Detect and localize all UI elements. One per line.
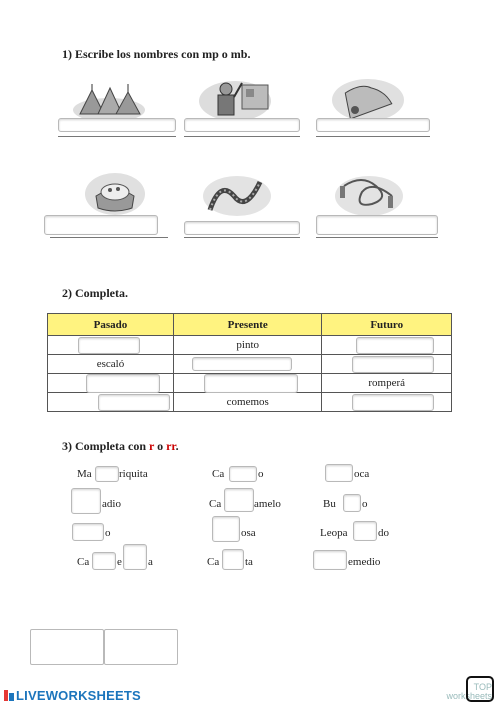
word-5-start: Ca (209, 498, 222, 510)
blank-10a[interactable] (92, 552, 116, 570)
answer-field-4[interactable] (44, 215, 158, 235)
word-1-start: Ma (77, 468, 92, 480)
word-4-end: adio (102, 498, 121, 510)
word-10-start: Ca (77, 556, 90, 568)
answer-field-5[interactable] (184, 221, 300, 235)
word-5-end: amelo (254, 498, 281, 510)
table-cell (322, 393, 452, 412)
check-box-left[interactable] (30, 629, 104, 665)
presente-input-3[interactable] (204, 374, 298, 393)
table-row (48, 336, 452, 355)
soldier-barracks-icon (198, 75, 272, 121)
word-3-end: oca (354, 468, 370, 480)
word-12-end: emedio (348, 556, 381, 568)
word-10-mid: e (117, 556, 122, 568)
centipede-icon (200, 172, 274, 218)
corner-bottom-text: worksheets (446, 691, 492, 701)
table-cell: comemos (173, 393, 321, 412)
answer-field-2[interactable] (184, 118, 300, 132)
verb-table (47, 313, 452, 412)
pasado-input-1[interactable] (78, 337, 140, 354)
section1-number: 1) (62, 47, 72, 61)
table-row (48, 374, 452, 393)
answer-field-1[interactable] (58, 118, 176, 132)
table-row (48, 393, 452, 412)
header-pasado: Pasado (48, 314, 174, 336)
word-1-end: riquita (119, 468, 148, 480)
word-10-end: a (148, 556, 153, 568)
option-connector: o (157, 439, 164, 453)
word-2-end: o (258, 468, 264, 480)
section2-number: 2) (62, 286, 72, 300)
corner-top-text: TOP (473, 682, 492, 692)
table-row (48, 355, 452, 374)
futuro-input-4[interactable] (352, 394, 434, 411)
futuro-input-1[interactable] (356, 337, 434, 354)
blank-5[interactable] (224, 488, 254, 512)
blank-8[interactable] (212, 516, 240, 542)
answer-line-5 (184, 237, 300, 238)
title-period: . (175, 439, 179, 453)
word-2-start: Ca (212, 468, 225, 480)
answer-line-6 (316, 237, 438, 238)
table-cell (48, 393, 174, 412)
blank-9[interactable] (353, 521, 377, 541)
option-r: r (149, 439, 155, 453)
answer-line-4 (50, 237, 168, 238)
word-9-start: Leopa (320, 527, 348, 539)
blank-1[interactable] (95, 466, 119, 482)
blank-2[interactable] (229, 466, 257, 482)
blank-6[interactable] (343, 494, 361, 512)
word-8-end: osa (241, 527, 256, 539)
section1-heading (62, 47, 250, 62)
blank-10b[interactable] (123, 544, 147, 570)
corner-button[interactable] (466, 676, 494, 702)
table-cell: escaló (48, 355, 174, 374)
section3-title: Completa con (75, 439, 146, 453)
blank-3[interactable] (325, 464, 353, 482)
answer-line-2 (184, 136, 300, 137)
answer-field-3[interactable] (316, 118, 430, 132)
table-header-row (48, 314, 452, 336)
pasado-input-4[interactable] (98, 394, 170, 411)
table-cell: romperá (322, 374, 452, 393)
blank-4[interactable] (71, 488, 101, 514)
rope-jump-icon (332, 172, 406, 218)
section3-heading (62, 439, 179, 454)
option-rr: rr (166, 439, 176, 453)
word-11-end: ta (245, 556, 253, 568)
section1-title: Escribe los nombres con mp o mb. (75, 47, 251, 61)
blank-12[interactable] (313, 550, 347, 570)
brand-logo-icon (4, 690, 14, 701)
answer-line-1 (58, 136, 176, 137)
futuro-input-2[interactable] (352, 356, 434, 373)
answer-line-3 (316, 136, 430, 137)
brand-text: LIVEWORKSHEETS (16, 688, 141, 703)
table-cell: pinto (173, 336, 321, 355)
check-box-right[interactable] (104, 629, 178, 665)
table-cell (48, 374, 174, 393)
bell-icon (331, 76, 405, 122)
table-cell (322, 355, 452, 374)
section2-title: Completa. (75, 286, 128, 300)
word-6-end: o (362, 498, 368, 510)
header-presente: Presente (173, 314, 321, 336)
header-futuro: Futuro (322, 314, 452, 336)
word-7-end: o (105, 527, 111, 539)
section2-heading (62, 286, 128, 301)
section3-number: 3) (62, 439, 72, 453)
table-cell (173, 355, 321, 374)
presente-input-2[interactable] (192, 357, 292, 371)
answer-field-6[interactable] (316, 215, 438, 235)
table-cell (48, 336, 174, 355)
word-6-start: Bu (323, 498, 336, 510)
pasado-input-3[interactable] (86, 374, 160, 393)
word-11-start: Ca (207, 556, 220, 568)
cake-icon (78, 170, 152, 216)
blank-11[interactable] (222, 549, 244, 570)
blank-7[interactable] (72, 523, 104, 541)
word-9-end: do (378, 527, 389, 539)
table-cell (322, 336, 452, 355)
liveworksheets-logo[interactable] (4, 688, 141, 703)
table-cell (173, 374, 321, 393)
